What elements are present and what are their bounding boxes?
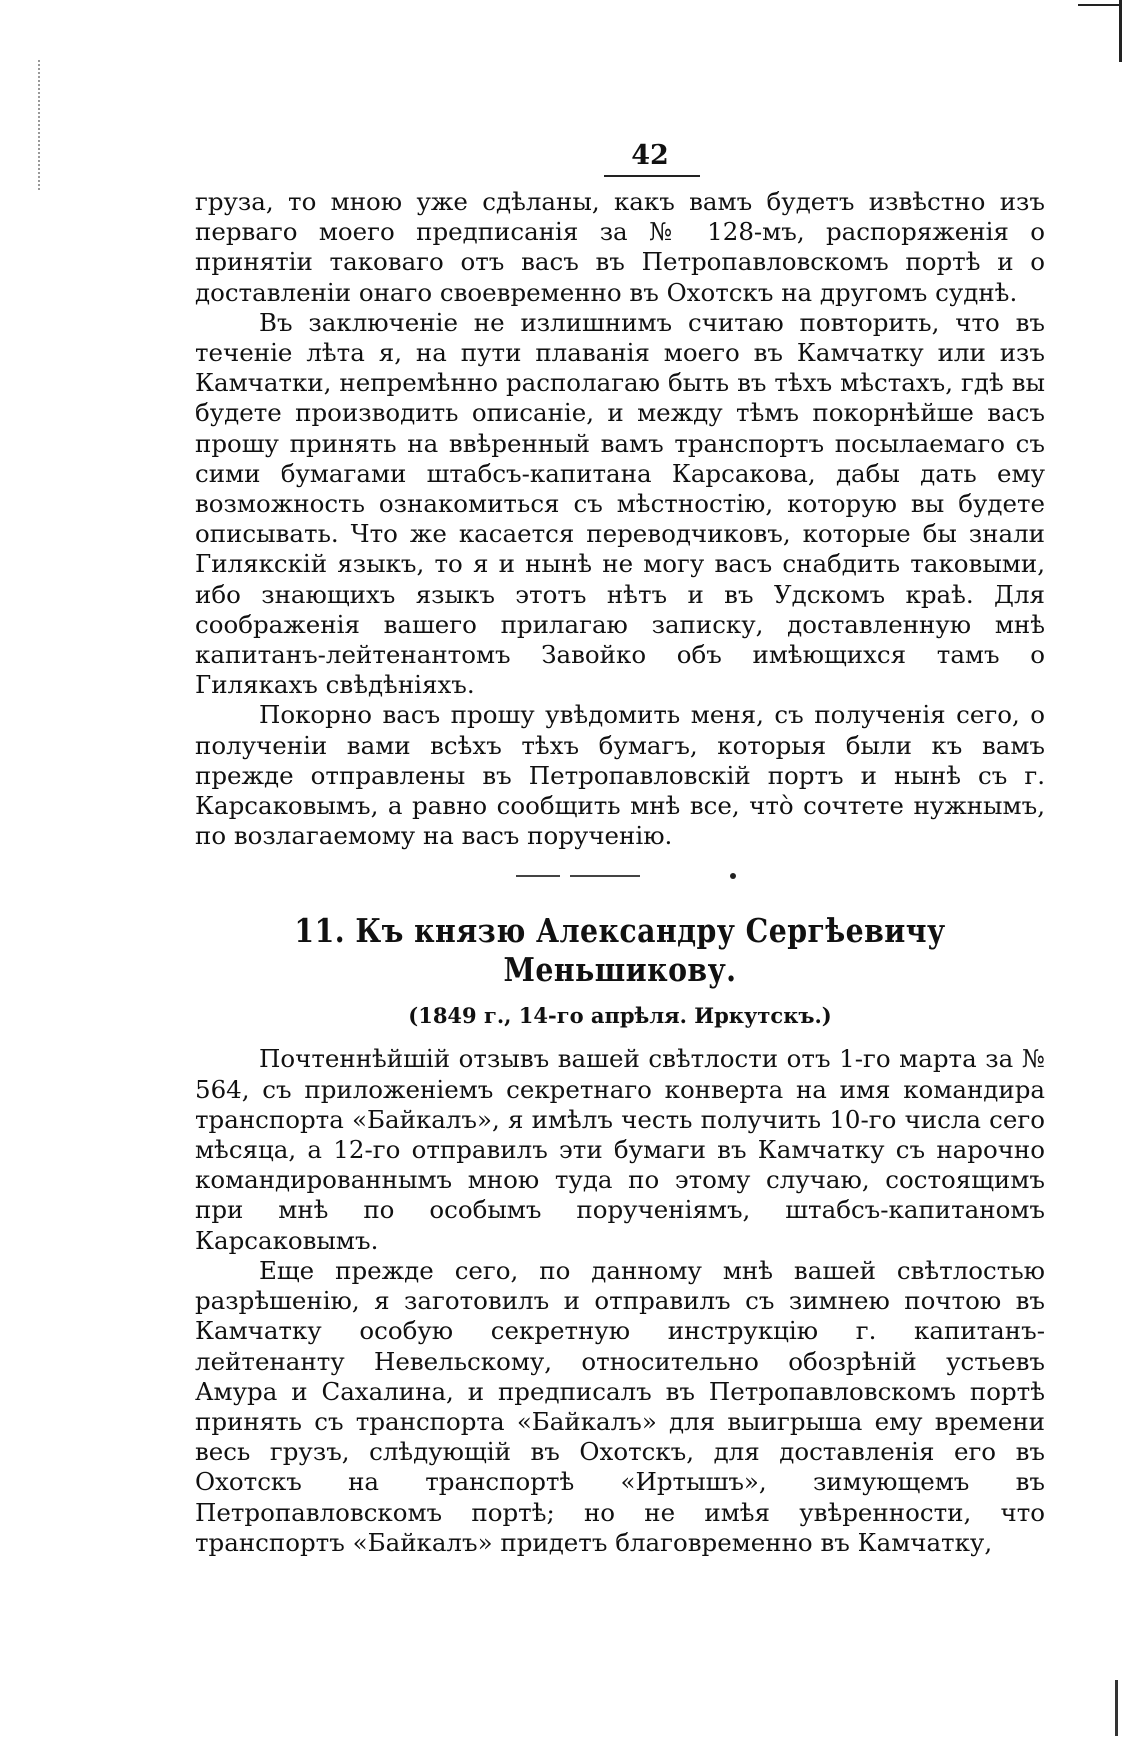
scan-margin-marks <box>38 60 42 190</box>
paragraph-continuation: груза, то мною уже сдѣланы, какъ вамъ будетъ извѣстно изъ перваго моего предписанія за № 128-мъ, распоряженія о принятіи таковаго отъ васъ въ Петропавловскомъ портѣ и о доставленіи онаго своевременно въ Охотскъ на другомъ суднѣ. <box>195 187 1045 307</box>
top-text-block <box>195 187 1045 851</box>
page-number: 42 <box>631 140 669 171</box>
separator-dot <box>730 873 736 879</box>
page-edge-mark-bottom <box>1115 1680 1118 1736</box>
page-number-rule <box>604 175 700 177</box>
page-edge-mark-top <box>1078 4 1122 6</box>
separator-line <box>570 875 640 877</box>
bottom-text-block <box>195 1044 1045 1557</box>
paragraph-conclusion: Въ заключеніе не излишнимъ считаю повторить, что въ теченіе лѣта я, на пути плаванія моего въ Камчатку или изъ Камчатки, непремѣнно располагаю быть въ тѣхъ мѣстахъ, гдѣ вы будете производить описаніе, и между тѣмъ покорнѣйше васъ прошу принять на ввѣренный вамъ транспортъ посылаемаго съ сими бумагами штабсъ-капитана Карсакова, дабы дать ему возможность ознакомиться съ мѣстностію, которую вы будете описывать. Что же касается переводчиковъ, которые бы знали Гилякскій языкъ, то я и нынѣ не могу васъ снабдить таковыми, ибо знающихъ языкъ этотъ нѣтъ и въ Удскомъ краѣ. Для соображенія вашего прилагаю записку, доставленную мнѣ капитанъ-лейтенантомъ Завойко объ имѣющихся тамъ о Гилякахъ свѣдѣніяхъ. <box>195 307 1045 700</box>
separator-line <box>516 875 560 877</box>
paragraph-letter-body: Еще прежде сего, по данному мнѣ вашей свѣтлостью разрѣшенію, я заготовилъ и отправилъ съ зимнею почтою въ Камчатку особую секретную инструкцію г. капитанъ-лейтенанту Невельскому, относительно обозрѣній устьевъ Амура и Сахалина, и предписалъ въ Петропавловскомъ портѣ принять съ транспорта «Байкалъ» для выигрыша ему времени весь грузъ, слѣдующій въ Охотскъ, для доставленія его въ Охотскъ на транспортѣ «Иртышъ», зимующемъ въ Петропавловскомъ портѣ; но не имѣя увѣренности, что транспортъ «Байкалъ» придетъ благовременно въ Камчатку, <box>195 1255 1045 1557</box>
page-edge-mark-right <box>1119 0 1122 62</box>
document-page <box>195 140 1045 1558</box>
paragraph-letter-intro: Почтеннѣйшій отзывъ вашей свѣтлости отъ 1-го марта за № 564, съ приложеніемъ секретнаго конверта на имя командира транспорта «Байкалъ», я имѣлъ честь получить 10-го числа сего мѣсяца, а 12-го отправилъ эти бумаги въ Камчатку съ нарочно командированнымъ мною туда по этому случаю, состоящимъ при мнѣ по особымъ порученіямъ, штабсъ-капитаномъ Карсаковымъ. <box>195 1044 1045 1255</box>
section-date-place: (1849 г., 14-го апрѣля. Иркутскъ.) <box>408 1003 832 1029</box>
section-heading: 11. Къ князю Александру Сергѣевичу Меньшикову. <box>294 911 946 990</box>
paragraph-request: Покорно васъ прошу увѣдомить меня, съ полученія сего, о полученіи вами всѣхъ тѣхъ бумагъ, которыя были къ вамъ прежде отправлены въ Петропавловскій портъ и нынѣ съ г. Карсаковымъ, а равно сообщить мнѣ все, что̀ сочтете нужнымъ, по возлагаемому на васъ порученію. <box>195 700 1045 851</box>
section-separator <box>516 873 736 881</box>
